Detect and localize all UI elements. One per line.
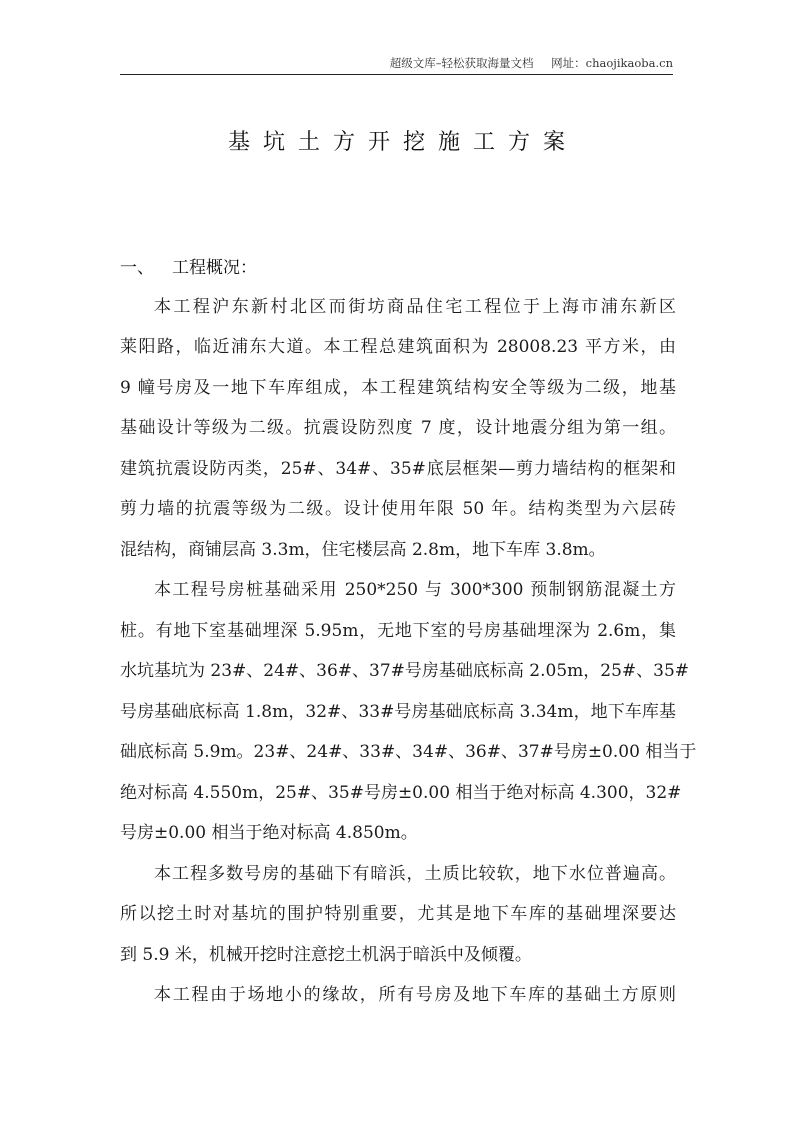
header-site-name: 超级文库–轻松获取海量文档 [389, 56, 534, 70]
page-header [120, 56, 673, 75]
section-heading-text: 工程概况： [172, 258, 257, 278]
paragraph-line: 本工程由于场地小的缘故，所有号房及地下车库的基础土方原则 [154, 985, 676, 1005]
document-title: 基坑土方开挖施工方案 [227, 130, 578, 155]
paragraph-line: 本工程多数号房的基础下有暗浜，土质比较软，地下水位普遍高。 [154, 864, 676, 884]
paragraph-line: 剪力墙的抗震等级为二级。设计使用年限 50 年。结构类型为六层砖 [120, 499, 676, 519]
paragraph-line: 基础设计等级为二级。抗震设防烈度 7 度，设计地震分组为第一组。 [120, 418, 676, 438]
paragraph-line: 桩。有地下室基础埋深 5.95m，无地下室的号房基础埋深为 2.6m，集 [120, 621, 676, 641]
section-heading [120, 253, 257, 278]
header-url: 网址：chaojikaoba.cn [551, 56, 673, 70]
paragraph-line: 水坑基坑为 23#、24#、36#、37#号房基础底标高 2.05m，25#、35# [120, 661, 690, 681]
paragraph-line: 混结构，商铺层高 3.3m，住宅楼层高 2.8m，地下车库 3.8m。 [120, 540, 606, 560]
paragraph-line: 本工程号房桩基础采用 250*250 与 300*300 预制钢筋混凝土方 [154, 580, 676, 600]
paragraph-line: 莱阳路，临近浦东大道。本工程总建筑面积为 28008.23 平方米，由 [120, 337, 676, 357]
paragraph-line: 所以挖土时对基坑的围护特别重要，尤其是地下车库的基础埋深要达 [120, 904, 676, 924]
paragraph-line: 号房±0.00 相当于绝对标高 4.850m。 [120, 823, 418, 843]
paragraph-line: 到 5.9 米，机械开挖时注意挖土机涡于暗浜中及倾覆。 [120, 945, 532, 965]
paragraph-line: 本工程沪东新村北区而街坊商品住宅工程位于上海市浦东新区 [154, 297, 676, 317]
paragraph-line: 号房基础底标高 1.8m，32#、33#号房基础底标高 3.34m，地下车库基 [120, 702, 676, 722]
paragraph-line: 绝对标高 4.550m，25#、35#号房±0.00 相当于绝对标高 4.300，32# [120, 783, 682, 803]
paragraph-line: 础底标高 5.9m。23#、24#、33#、34#、36#、37#号房±0.00 相当于 [120, 742, 697, 762]
paragraph-line: 9 幢号房及一地下车库组成，本工程建筑结构安全等级为二级，地基 [120, 378, 676, 398]
paragraph-line: 建筑抗震设防丙类，25#、34#、35#底层框架—剪力墙结构的框架和 [120, 459, 676, 479]
section-number: 一、 [120, 258, 154, 278]
